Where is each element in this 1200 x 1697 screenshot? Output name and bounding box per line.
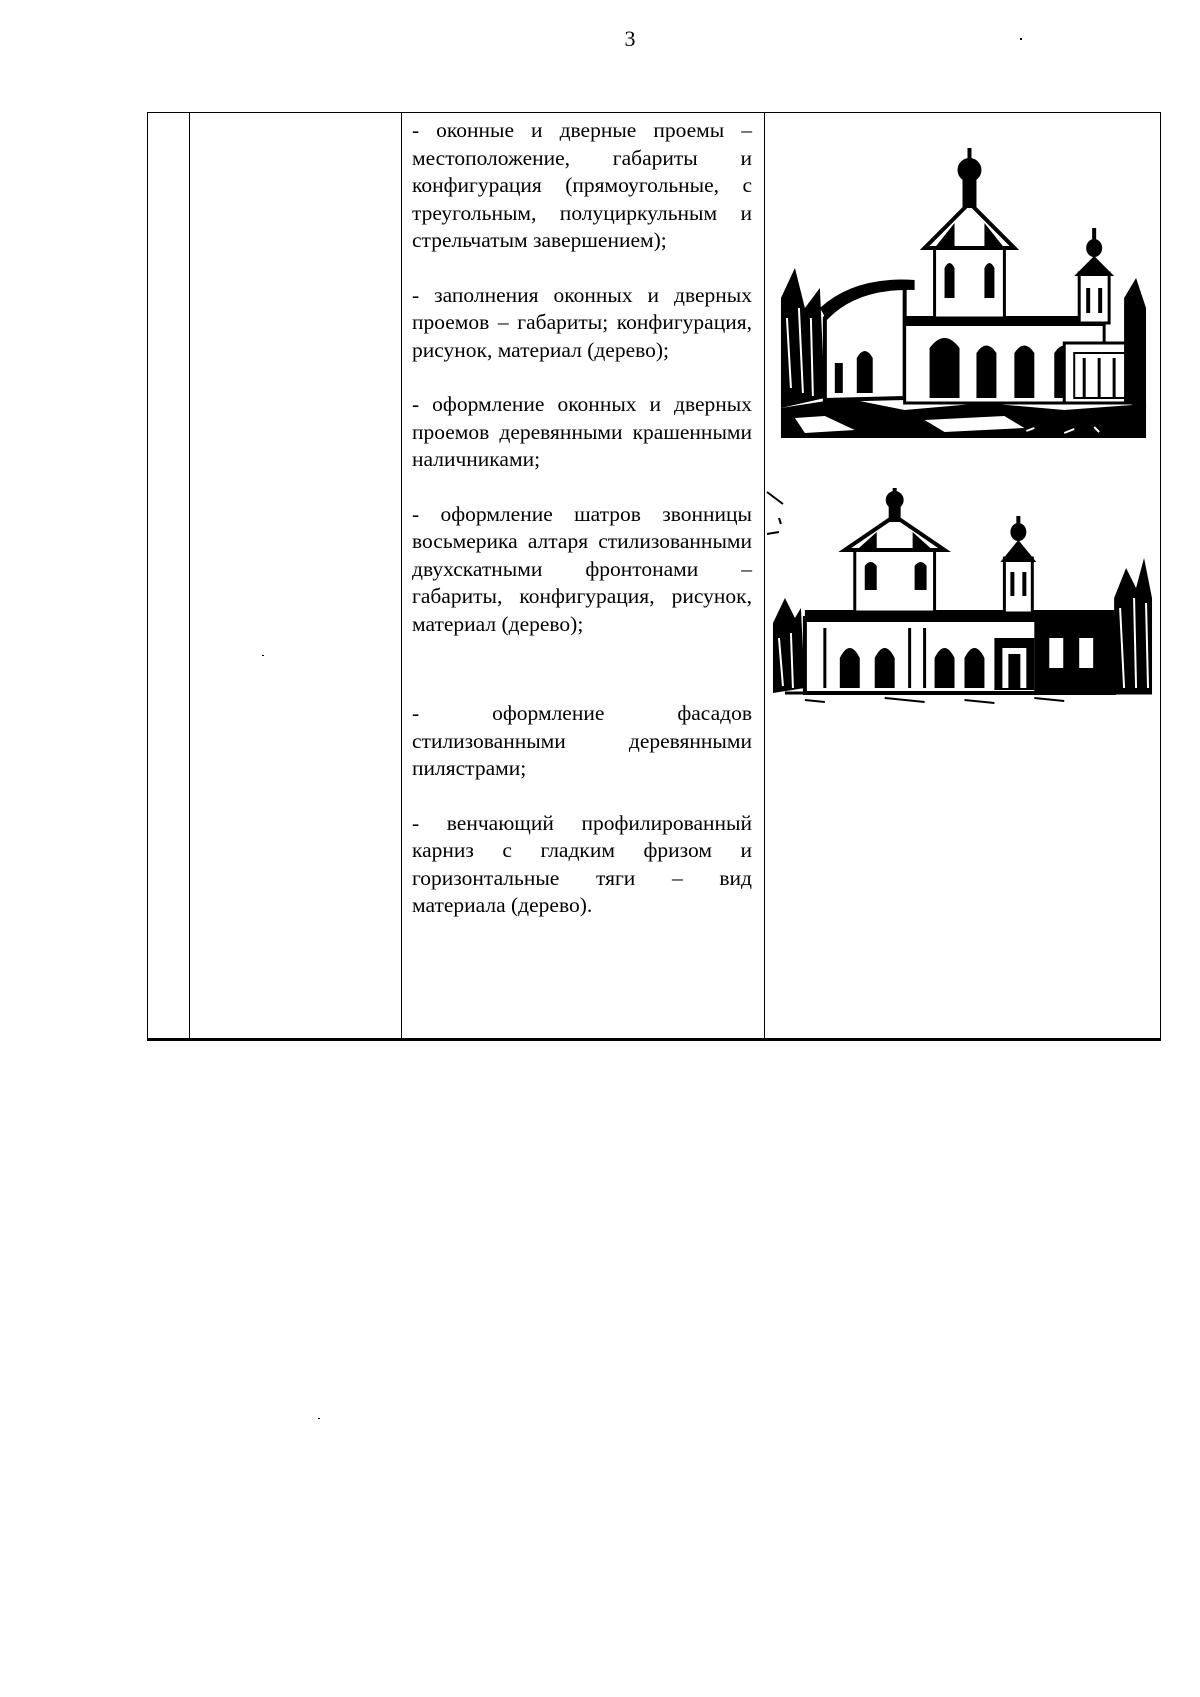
table-row [148, 113, 1161, 1040]
description-paragraph: - оформление оконных и дверных проемов деревянными крашенными наличниками; [412, 392, 752, 471]
scan-speck [318, 1418, 320, 1419]
page-number: 3 [624, 26, 636, 51]
table-cell-description [402, 113, 765, 1040]
scan-speck [262, 655, 264, 656]
description-paragraph: - оформление шатров звонницы восьмерика алтаря стилизованными двухскатными фронтонами – габариты, конфигурация, рисунок, материал (дерево); [412, 501, 752, 636]
table-cell-number [148, 113, 190, 1040]
church-photo-front-view [765, 488, 1160, 708]
scan-speck [1020, 38, 1022, 40]
description-paragraph: - оформление фасадов стилизованными деревянными пилястрами; [412, 701, 752, 780]
description-paragraph: - заполнения оконных и дверных проемов – габариты; конфигурация, рисунок, материал (дерево); [412, 282, 752, 362]
description-paragraph: - венчающий профилированный карниз с гладким фризом и горизонтальные тяги – вид материала (дерево). [412, 810, 752, 917]
document-table [147, 112, 1161, 1041]
table-cell-photos [765, 113, 1161, 1040]
church-photo-side-view [765, 148, 1160, 438]
table-cell-name [190, 113, 402, 1040]
description-paragraph: - оконные и дверные проемы – местоположение, габариты и конфигурация (прямоугольные, с треугольным, полуциркульным и стрельчатым завершением); [412, 118, 752, 252]
